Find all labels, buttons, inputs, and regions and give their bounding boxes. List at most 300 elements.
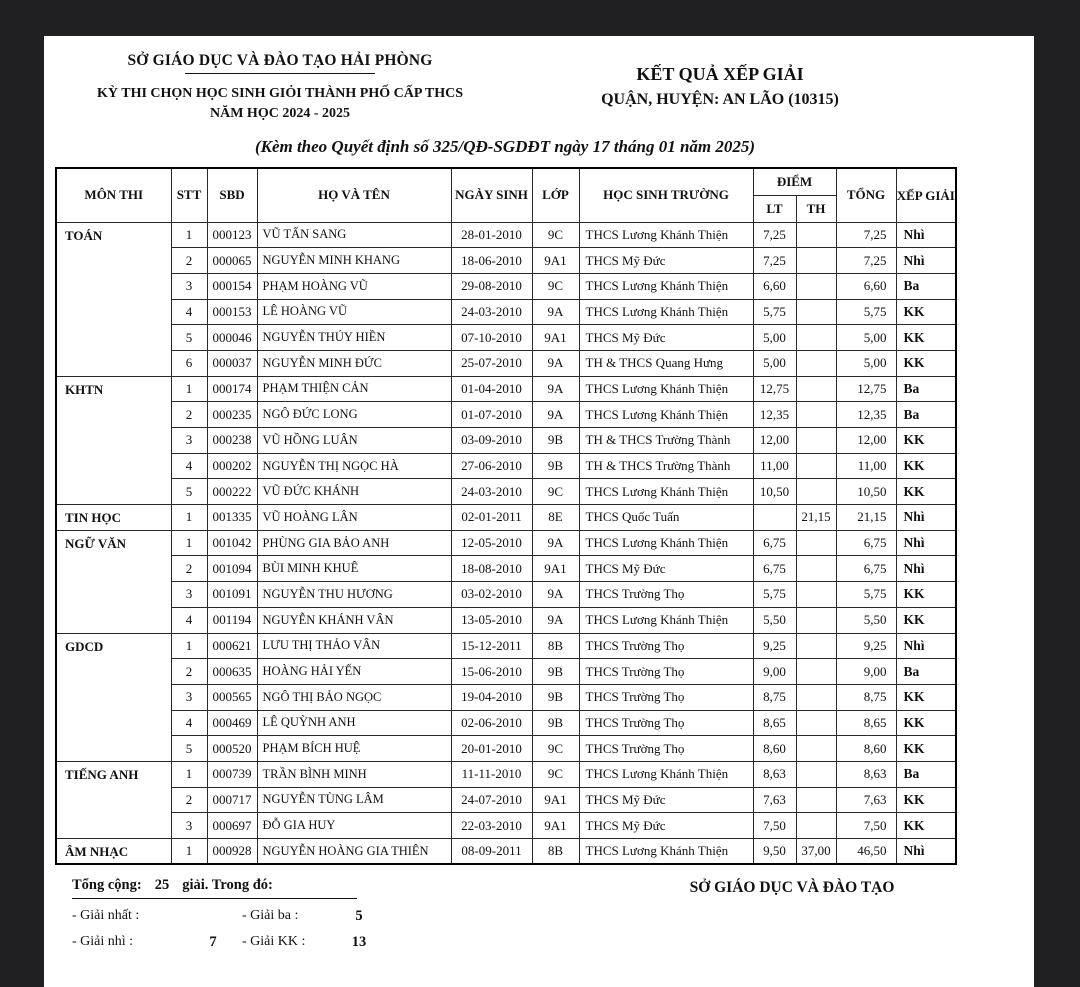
cell-stt: 4: [171, 299, 207, 325]
cell-prize: Nhì: [896, 530, 956, 556]
prize-count: 7: [209, 934, 217, 951]
cell-dob: 25-07-2010: [451, 350, 532, 376]
total-count: 25: [154, 877, 170, 894]
subject-cell: TIẾNG ANH: [56, 761, 171, 838]
cell-stt: 4: [171, 710, 207, 736]
exam-title: KỲ THI CHỌN HỌC SINH GIỎI THÀNH PHỐ CẤP THCS: [96, 86, 463, 101]
cell-score-total: 46,50: [836, 839, 896, 865]
cell-score-total: 7,25: [836, 248, 896, 274]
table-row: [56, 222, 956, 248]
cell-name: BÙI MINH KHUÊ: [257, 556, 451, 582]
table-row: [56, 299, 956, 325]
col-header-prize: XẾP GIẢI: [896, 168, 956, 222]
cell-prize: Nhì: [896, 505, 956, 531]
cell-score-total: 11,00: [836, 453, 896, 479]
cell-school: THCS Mỹ Đức: [579, 556, 753, 582]
cell-school: THCS Lương Khánh Thiện: [579, 839, 753, 865]
cell-name: PHÙNG GIA BẢO ANH: [257, 530, 451, 556]
cell-score-lt: 5,75: [753, 582, 796, 608]
cell-name: TRẦN BÌNH MINH: [257, 761, 451, 787]
cell-score-th: [796, 582, 836, 608]
cell-name: ĐỖ GIA HUY: [257, 813, 451, 839]
cell-grade: 9A: [532, 530, 579, 556]
results-table: [55, 167, 957, 865]
subject-cell: GDCD: [56, 633, 171, 761]
cell-sbd: 001194: [207, 607, 257, 633]
cell-score-total: 6,75: [836, 530, 896, 556]
table-row: [56, 684, 956, 710]
cell-school: THCS Mỹ Đức: [579, 787, 753, 813]
cell-score-th: [796, 248, 836, 274]
cell-sbd: 000635: [207, 659, 257, 685]
cell-dob: 24-03-2010: [451, 299, 532, 325]
cell-score-lt: 7,25: [753, 248, 796, 274]
cell-name: VŨ ĐỨC KHÁNH: [257, 479, 451, 505]
cell-stt: 1: [171, 761, 207, 787]
cell-score-total: 12,35: [836, 402, 896, 428]
cell-prize: Nhì: [896, 556, 956, 582]
table-row: [56, 530, 956, 556]
subject-cell: KHTN: [56, 376, 171, 504]
cell-stt: 3: [171, 273, 207, 299]
document-header: [55, 52, 955, 124]
cell-sbd: 000202: [207, 453, 257, 479]
cell-prize: Ba: [896, 761, 956, 787]
cell-sbd: 000222: [207, 479, 257, 505]
cell-dob: 28-01-2010: [451, 222, 532, 248]
cell-score-th: [796, 684, 836, 710]
cell-score-lt: 10,50: [753, 479, 796, 505]
cell-score-total: 6,60: [836, 273, 896, 299]
cell-grade: 9B: [532, 428, 579, 454]
col-header-tong: TỔNG: [836, 168, 896, 222]
table-row: [56, 376, 956, 402]
table-row: [56, 402, 956, 428]
cell-name: LÊ HOÀNG VŨ: [257, 299, 451, 325]
decree-note: (Kèm theo Quyết định số 325/QĐ-SGDĐT ngày 17 tháng 01 năm 2025): [254, 137, 756, 156]
cell-prize: KK: [896, 479, 956, 505]
subject-cell: TOÁN: [56, 222, 171, 376]
cell-prize: Nhì: [896, 222, 956, 248]
cell-name: NGUYỄN THỊ NGỌC HÀ: [257, 453, 451, 479]
cell-school: THCS Mỹ Đức: [579, 813, 753, 839]
cell-score-lt: 5,75: [753, 299, 796, 325]
cell-stt: 3: [171, 684, 207, 710]
cell-grade: 9C: [532, 222, 579, 248]
cell-score-th: [796, 402, 836, 428]
cell-prize: Ba: [896, 659, 956, 685]
summary-underline: [72, 898, 357, 899]
prize-count: 13: [351, 934, 367, 951]
cell-sbd: 000565: [207, 684, 257, 710]
cell-stt: 1: [171, 530, 207, 556]
cell-sbd: 000520: [207, 736, 257, 762]
school-year: NĂM HỌC 2024 - 2025: [210, 106, 350, 121]
cell-school: THCS Lương Khánh Thiện: [579, 761, 753, 787]
cell-prize: KK: [896, 428, 956, 454]
result-title: KẾT QUẢ XẾP GIẢI: [636, 64, 804, 84]
col-header-school: HỌC SINH TRƯỜNG: [579, 168, 753, 222]
cell-score-th: [796, 633, 836, 659]
cell-score-total: 8,60: [836, 736, 896, 762]
cell-name: PHẠM BÍCH HUỆ: [257, 736, 451, 762]
total-line: [72, 877, 445, 894]
department-title: SỞ GIÁO DỤC VÀ ĐÀO TẠO HẢI PHÒNG: [127, 52, 433, 69]
cell-school: TH & THCS Quang Hưng: [579, 350, 753, 376]
cell-score-th: [796, 299, 836, 325]
cell-stt: 2: [171, 787, 207, 813]
summary-block: [55, 877, 445, 951]
cell-name: NGUYỄN THU HƯƠNG: [257, 582, 451, 608]
cell-score-lt: 7,25: [753, 222, 796, 248]
cell-score-total: 6,75: [836, 556, 896, 582]
cell-grade: 8B: [532, 633, 579, 659]
col-header-sbd: SBD: [207, 168, 257, 222]
total-suffix: giải. Trong đó:: [182, 877, 273, 894]
cell-school: TH & THCS Trường Thành: [579, 453, 753, 479]
cell-prize: Ba: [896, 273, 956, 299]
prize-label: - Giải nhì :: [72, 934, 134, 950]
prize-count: [184, 908, 242, 925]
cell-prize: KK: [896, 453, 956, 479]
table-body: [56, 222, 956, 864]
cell-prize: KK: [896, 736, 956, 762]
prize-label: - Giải KK :: [242, 934, 306, 950]
cell-score-lt: 5,00: [753, 350, 796, 376]
table-row: [56, 787, 956, 813]
cell-grade: 9C: [532, 736, 579, 762]
title-underline: [185, 73, 375, 74]
table-row: [56, 736, 956, 762]
table-row: [56, 428, 956, 454]
cell-score-total: 5,00: [836, 325, 896, 351]
table-row: [56, 659, 956, 685]
cell-grade: 9A: [532, 376, 579, 402]
cell-dob: 02-06-2010: [451, 710, 532, 736]
cell-grade: 9B: [532, 710, 579, 736]
cell-prize: Ba: [896, 402, 956, 428]
cell-score-lt: 7,50: [753, 813, 796, 839]
cell-stt: 2: [171, 248, 207, 274]
cell-name: NGUYỄN THÚY HIỀN: [257, 325, 451, 351]
cell-score-lt: 11,00: [753, 453, 796, 479]
cell-score-lt: [753, 505, 796, 531]
cell-stt: 3: [171, 813, 207, 839]
cell-grade: 9A1: [532, 813, 579, 839]
cell-score-lt: 9,00: [753, 659, 796, 685]
cell-stt: 1: [171, 376, 207, 402]
table-row: [56, 761, 956, 787]
cell-dob: 24-03-2010: [451, 479, 532, 505]
cell-name: NGÔ THỊ BẢO NGỌC: [257, 684, 451, 710]
cell-prize: KK: [896, 325, 956, 351]
table-row: [56, 505, 956, 531]
cell-dob: 22-03-2010: [451, 813, 532, 839]
cell-score-total: 7,63: [836, 787, 896, 813]
cell-grade: 9C: [532, 479, 579, 505]
cell-sbd: 001335: [207, 505, 257, 531]
cell-score-total: 8,65: [836, 710, 896, 736]
table-row: [56, 556, 956, 582]
cell-sbd: 000174: [207, 376, 257, 402]
cell-name: VŨ HOÀNG LÂN: [257, 505, 451, 531]
cell-dob: 24-07-2010: [451, 787, 532, 813]
cell-score-total: 5,75: [836, 299, 896, 325]
cell-grade: 9C: [532, 273, 579, 299]
cell-stt: 1: [171, 505, 207, 531]
cell-dob: 08-09-2011: [451, 839, 532, 865]
table-row: [56, 273, 956, 299]
cell-sbd: 000065: [207, 248, 257, 274]
col-header-dob: NGÀY SINH: [451, 168, 532, 222]
table-row: [56, 248, 956, 274]
prize-label: - Giải nhất :: [72, 908, 140, 924]
cell-score-total: 10,50: [836, 479, 896, 505]
cell-sbd: 000928: [207, 839, 257, 865]
cell-dob: 20-01-2010: [451, 736, 532, 762]
cell-prize: Nhì: [896, 633, 956, 659]
table-row: [56, 813, 956, 839]
cell-sbd: 001042: [207, 530, 257, 556]
cell-grade: 9C: [532, 761, 579, 787]
cell-dob: 29-08-2010: [451, 273, 532, 299]
cell-score-total: 7,25: [836, 222, 896, 248]
cell-prize: Nhì: [896, 839, 956, 865]
cell-school: THCS Lương Khánh Thiện: [579, 222, 753, 248]
cell-stt: 3: [171, 582, 207, 608]
signature-title: SỞ GIÁO DỤC VÀ ĐÀO TẠO: [689, 879, 895, 897]
cell-grade: 9A1: [532, 787, 579, 813]
cell-grade: 9A: [532, 402, 579, 428]
prize-count: 5: [355, 908, 363, 925]
table-row: [56, 607, 956, 633]
col-header-name: HỌ VÀ TÊN: [257, 168, 451, 222]
cell-dob: 27-06-2010: [451, 453, 532, 479]
cell-score-lt: 8,63: [753, 761, 796, 787]
cell-score-total: 7,50: [836, 813, 896, 839]
table-row: [56, 633, 956, 659]
table-header: [56, 168, 956, 222]
cell-sbd: 000153: [207, 299, 257, 325]
cell-score-th: [796, 736, 836, 762]
cell-school: THCS Lương Khánh Thiện: [579, 530, 753, 556]
cell-stt: 1: [171, 633, 207, 659]
col-header-grade: LỚP: [532, 168, 579, 222]
cell-prize: KK: [896, 582, 956, 608]
cell-score-th: [796, 659, 836, 685]
cell-grade: 9A: [532, 299, 579, 325]
table-row: [56, 582, 956, 608]
cell-score-th: [796, 530, 836, 556]
cell-score-th: 37,00: [796, 839, 836, 865]
cell-stt: 5: [171, 325, 207, 351]
subject-cell: ÂM NHẠC: [56, 839, 171, 865]
cell-school: THCS Lương Khánh Thiện: [579, 402, 753, 428]
cell-dob: 01-07-2010: [451, 402, 532, 428]
cell-score-lt: 9,25: [753, 633, 796, 659]
cell-prize: KK: [896, 299, 956, 325]
cell-name: NGUYỄN KHÁNH VÂN: [257, 607, 451, 633]
col-header-diem: ĐIỂM: [753, 168, 836, 195]
table-row: [56, 350, 956, 376]
cell-score-lt: 7,63: [753, 787, 796, 813]
cell-score-total: 8,63: [836, 761, 896, 787]
col-header-stt: STT: [171, 168, 207, 222]
cell-grade: 9A1: [532, 556, 579, 582]
cell-stt: 3: [171, 428, 207, 454]
cell-score-lt: 5,00: [753, 325, 796, 351]
total-label: Tổng cộng:: [72, 877, 142, 894]
cell-score-lt: 8,75: [753, 684, 796, 710]
cell-grade: 9B: [532, 684, 579, 710]
cell-school: THCS Trường Thọ: [579, 710, 753, 736]
cell-dob: 03-09-2010: [451, 428, 532, 454]
cell-dob: 18-06-2010: [451, 248, 532, 274]
cell-prize: KK: [896, 813, 956, 839]
cell-score-th: [796, 761, 836, 787]
cell-prize: KK: [896, 607, 956, 633]
cell-score-th: [796, 350, 836, 376]
subject-cell: NGỮ VĂN: [56, 530, 171, 633]
cell-score-total: 8,75: [836, 684, 896, 710]
cell-dob: 02-01-2011: [451, 505, 532, 531]
prize-breakdown: [72, 908, 445, 951]
cell-score-total: 12,00: [836, 428, 896, 454]
cell-score-lt: 12,75: [753, 376, 796, 402]
cell-score-th: [796, 428, 836, 454]
table-row: [56, 479, 956, 505]
col-header-th: TH: [796, 195, 836, 222]
cell-score-th: [796, 479, 836, 505]
table-row: [56, 839, 956, 865]
cell-school: THCS Lương Khánh Thiện: [579, 273, 753, 299]
table-row: [56, 453, 956, 479]
cell-prize: Ba: [896, 376, 956, 402]
cell-school: THCS Trường Thọ: [579, 659, 753, 685]
cell-name: LƯU THỊ THẢO VÂN: [257, 633, 451, 659]
cell-school: TH & THCS Trường Thành: [579, 428, 753, 454]
table-row: [56, 710, 956, 736]
cell-sbd: 000469: [207, 710, 257, 736]
cell-prize: KK: [896, 350, 956, 376]
cell-sbd: 000037: [207, 350, 257, 376]
cell-school: THCS Trường Thọ: [579, 582, 753, 608]
cell-score-th: [796, 453, 836, 479]
cell-grade: 9A: [532, 582, 579, 608]
cell-score-total: 5,75: [836, 582, 896, 608]
cell-stt: 2: [171, 556, 207, 582]
cell-prize: KK: [896, 787, 956, 813]
cell-school: THCS Trường Thọ: [579, 684, 753, 710]
cell-school: THCS Lương Khánh Thiện: [579, 479, 753, 505]
header-right-block: [545, 52, 895, 124]
cell-score-th: [796, 222, 836, 248]
cell-name: PHẠM THIỆN CẢN: [257, 376, 451, 402]
document-page: [44, 36, 1034, 987]
cell-score-lt: 8,65: [753, 710, 796, 736]
cell-score-total: 9,00: [836, 659, 896, 685]
cell-name: VŨ HỒNG LUÂN: [257, 428, 451, 454]
district-title: QUẬN, HUYỆN: AN LÃO (10315): [601, 91, 839, 108]
cell-dob: 07-10-2010: [451, 325, 532, 351]
cell-stt: 4: [171, 607, 207, 633]
cell-score-total: 12,75: [836, 376, 896, 402]
cell-school: THCS Lương Khánh Thiện: [579, 299, 753, 325]
cell-dob: 12-05-2010: [451, 530, 532, 556]
cell-stt: 2: [171, 659, 207, 685]
cell-score-th: [796, 813, 836, 839]
document-footer: [55, 877, 955, 951]
cell-stt: 5: [171, 479, 207, 505]
cell-sbd: 001091: [207, 582, 257, 608]
cell-sbd: 000717: [207, 787, 257, 813]
cell-grade: 8E: [532, 505, 579, 531]
cell-school: THCS Trường Thọ: [579, 633, 753, 659]
cell-grade: 9B: [532, 659, 579, 685]
cell-name: VŨ TẤN SANG: [257, 222, 451, 248]
cell-name: PHẠM HOÀNG VŨ: [257, 273, 451, 299]
cell-name: NGUYỄN MINH KHANG: [257, 248, 451, 274]
cell-grade: 9A1: [532, 248, 579, 274]
cell-score-th: 21,15: [796, 505, 836, 531]
cell-score-th: [796, 556, 836, 582]
cell-name: NGÔ ĐỨC LONG: [257, 402, 451, 428]
cell-school: THCS Lương Khánh Thiện: [579, 607, 753, 633]
cell-score-total: 9,25: [836, 633, 896, 659]
cell-score-lt: 12,00: [753, 428, 796, 454]
cell-grade: 9A: [532, 350, 579, 376]
cell-name: LÊ QUỲNH ANH: [257, 710, 451, 736]
cell-stt: 2: [171, 402, 207, 428]
cell-grade: 9B: [532, 453, 579, 479]
cell-sbd: 000154: [207, 273, 257, 299]
cell-sbd: 000123: [207, 222, 257, 248]
cell-sbd: 000697: [207, 813, 257, 839]
cell-sbd: 001094: [207, 556, 257, 582]
cell-name: NGUYỄN MINH ĐỨC: [257, 350, 451, 376]
cell-score-th: [796, 710, 836, 736]
cell-prize: KK: [896, 684, 956, 710]
cell-score-th: [796, 325, 836, 351]
prize-label: - Giải ba :: [242, 908, 299, 924]
cell-stt: 1: [171, 222, 207, 248]
cell-stt: 4: [171, 453, 207, 479]
cell-score-lt: 8,60: [753, 736, 796, 762]
cell-score-lt: 6,75: [753, 530, 796, 556]
col-header-subject: MÔN THI: [56, 168, 171, 222]
cell-school: THCS Mỹ Đức: [579, 248, 753, 274]
cell-score-th: [796, 787, 836, 813]
cell-score-th: [796, 376, 836, 402]
cell-stt: 5: [171, 736, 207, 762]
cell-score-lt: 6,75: [753, 556, 796, 582]
cell-dob: 19-04-2010: [451, 684, 532, 710]
cell-score-lt: 5,50: [753, 607, 796, 633]
cell-dob: 11-11-2010: [451, 761, 532, 787]
table-row: [56, 325, 956, 351]
cell-stt: 6: [171, 350, 207, 376]
cell-dob: 15-12-2011: [451, 633, 532, 659]
cell-sbd: 000238: [207, 428, 257, 454]
cell-name: NGUYỄN HOÀNG GIA THIÊN: [257, 839, 451, 865]
cell-score-th: [796, 607, 836, 633]
cell-dob: 01-04-2010: [451, 376, 532, 402]
cell-dob: 15-06-2010: [451, 659, 532, 685]
cell-grade: 9A: [532, 607, 579, 633]
cell-sbd: 000739: [207, 761, 257, 787]
cell-dob: 18-08-2010: [451, 556, 532, 582]
cell-school: THCS Mỹ Đức: [579, 325, 753, 351]
